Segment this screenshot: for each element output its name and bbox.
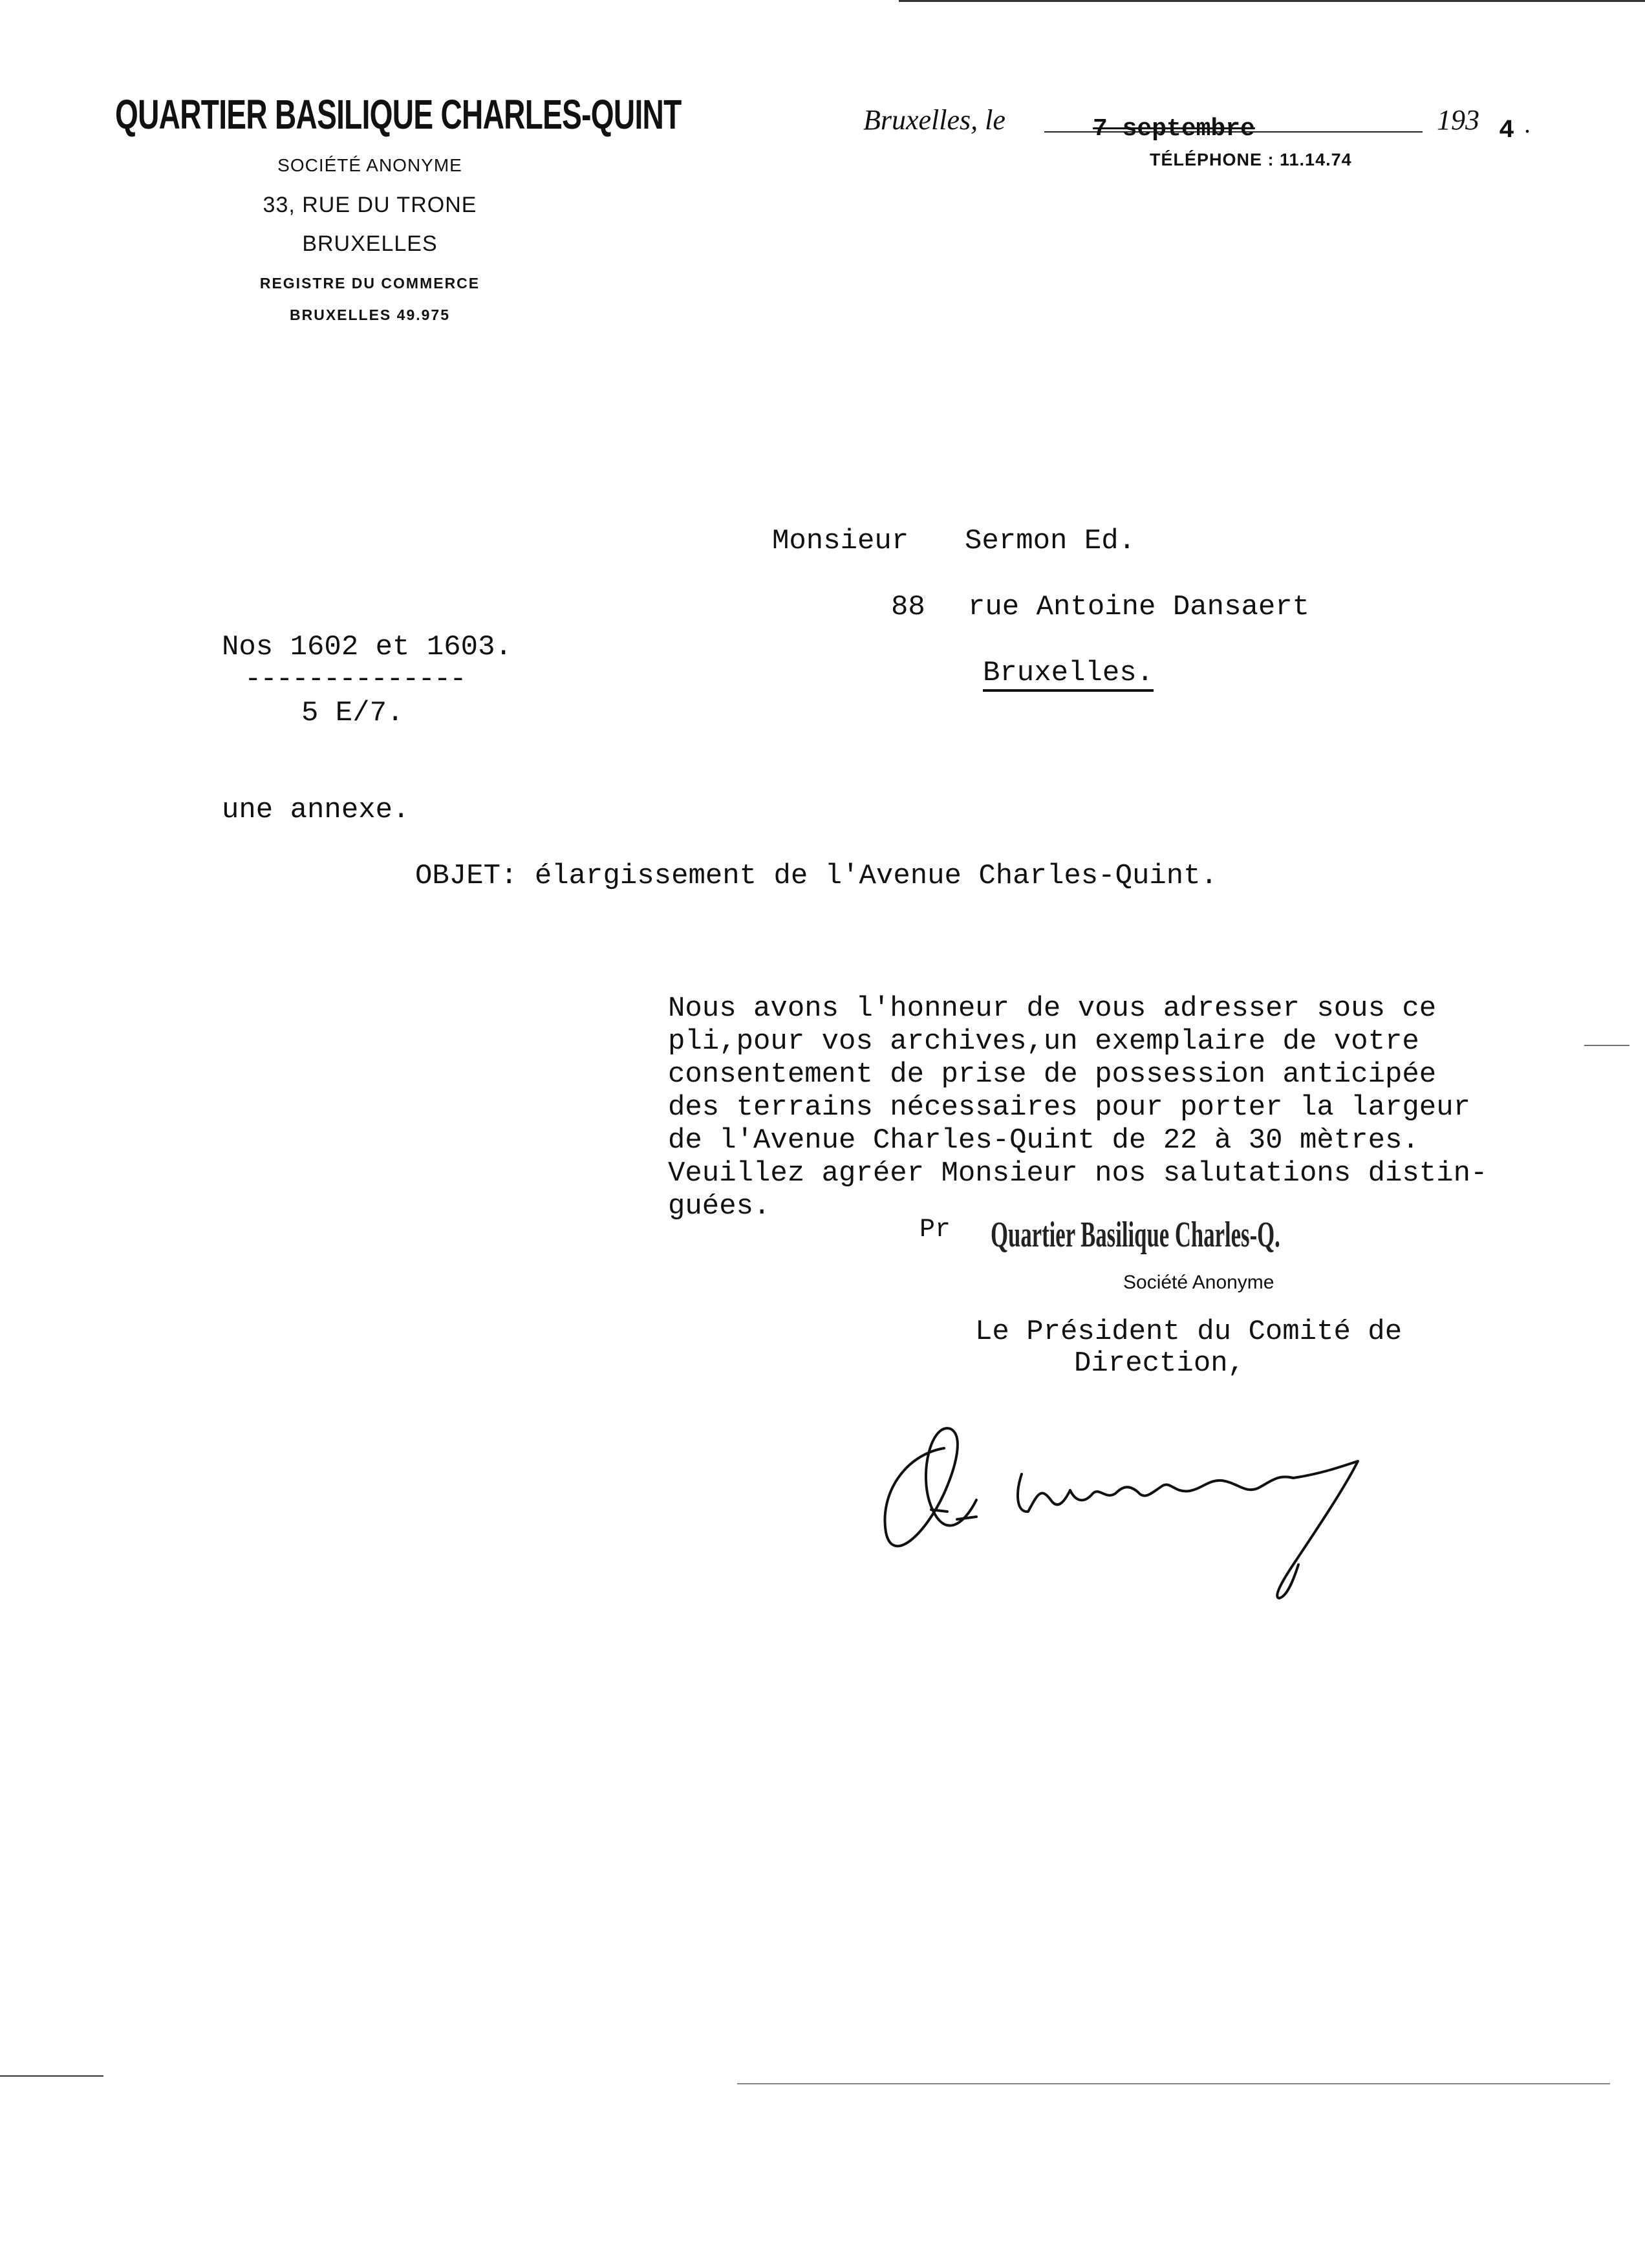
body-line: pli,pour vos archives,un exemplaire de votre: [668, 1025, 1419, 1058]
subject-line: OBJET: élargissement de l'Avenue Charles-Quint.: [415, 860, 1218, 892]
date-year-prefix: 193: [1437, 104, 1479, 136]
telephone: TÉLÉPHONE : 11.14.74: [1150, 150, 1352, 169]
signer-title-line1: Le Président du Comité de: [975, 1316, 1403, 1348]
body-line: des terrains nécessaires pour porter la largeur: [668, 1091, 1471, 1124]
company-city: BRUXELLES: [302, 231, 438, 256]
reference-numbers: Nos 1602 et 1603.: [222, 631, 512, 663]
reference-code: 5 E/7.: [301, 697, 404, 729]
scan-mark-left: [0, 2075, 103, 2077]
scan-mark-top: [899, 0, 1645, 2]
signer-title-line2: Direction,: [1074, 1347, 1245, 1380]
company-name: QUARTIER BASILIQUE CHARLES-QUINT: [115, 91, 682, 138]
company-street: 33, RUE DU TRONE: [263, 193, 477, 217]
company-legal-form: SOCIÉTÉ ANONYME: [277, 155, 462, 175]
recipient-city: Bruxelles.: [983, 657, 1154, 689]
scan-mark-right: [1584, 1045, 1629, 1046]
body-line: Nous avons l'honneur de vous adresser sous ce: [668, 992, 1437, 1025]
date-trailing: .: [1524, 109, 1531, 138]
body-line: de l'Avenue Charles-Quint de 22 à 30 mètres.: [668, 1124, 1419, 1157]
date-place: Bruxelles, le: [863, 104, 1005, 136]
recipient-name: Sermon Ed.: [965, 525, 1136, 557]
registry-number: BRUXELLES 49.975: [289, 306, 451, 323]
stamp-company-name: Quartier Basilique Charles-Q.: [991, 1215, 1280, 1255]
handwritten-signature: [866, 1396, 1423, 1610]
registry-label: REGISTRE DU COMMERCE: [259, 275, 480, 292]
recipient-salutation: Monsieur: [772, 525, 909, 557]
recipient-street: rue Antoine Dansaert: [968, 591, 1310, 623]
date-day-month: 7 septembre: [1093, 115, 1255, 143]
signature-prefix: Pr: [919, 1215, 951, 1245]
date-year-digit: 4: [1499, 116, 1515, 145]
enclosure-note: une annexe.: [222, 794, 410, 826]
body-line: guées.: [668, 1190, 771, 1223]
scan-mark-bottom: [737, 2083, 1610, 2084]
recipient-house-number: 88: [891, 591, 925, 623]
body-line: Veuillez agréer Monsieur nos salutations distin-: [668, 1157, 1488, 1190]
reference-divider: --------------: [244, 663, 466, 696]
body-line: consentement de prise de possession anticipée: [668, 1058, 1437, 1091]
stamp-legal-form: Société Anonyme: [1123, 1272, 1274, 1293]
